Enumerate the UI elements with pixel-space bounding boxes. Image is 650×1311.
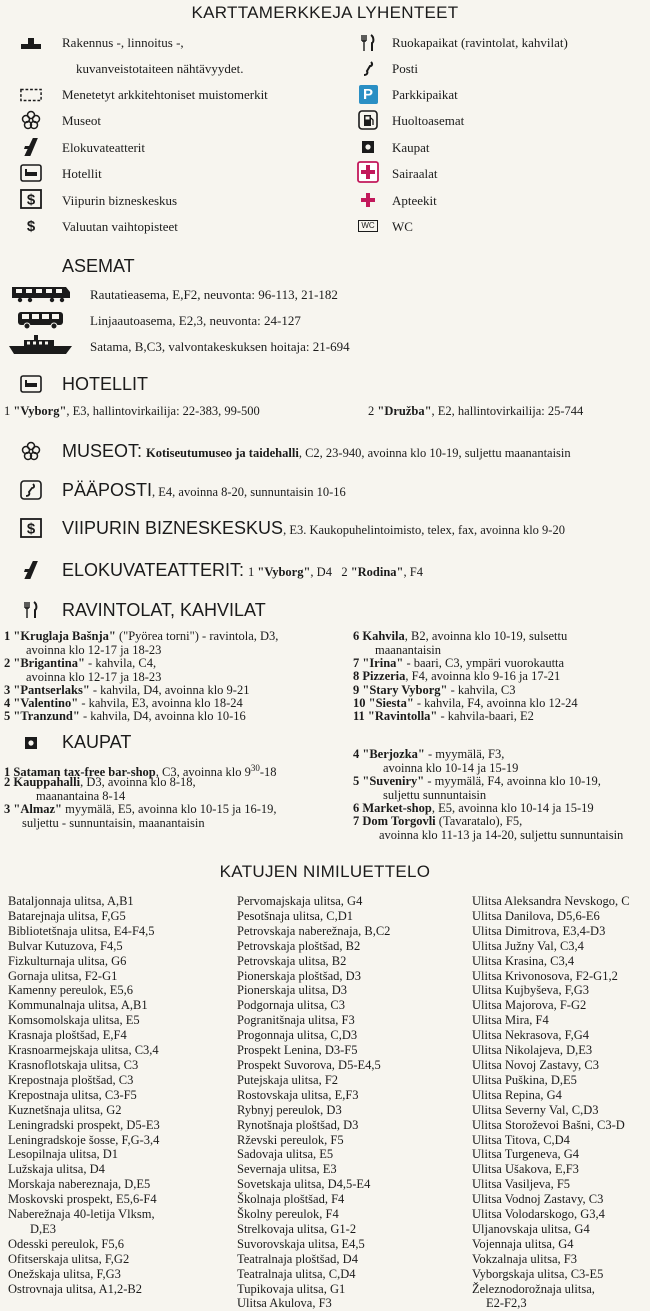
street-list-col-3 (472, 894, 630, 1311)
street-item: D,E3 (30, 1221, 57, 1236)
cinema-film-icon (20, 560, 42, 580)
shop-4: 4 "Berjozka" - myymälä, F3, avoinna klo 10-14 ja 15-19 (353, 747, 519, 775)
street-item: Odesski pereulok, F5,6 (8, 1236, 124, 1251)
restaurant-5: 5 "Tranzund" - kahvila, D4, avoinna klo 10-16 (4, 709, 246, 723)
street-item: Pesotšnaja ulitsa, C,D1 (237, 908, 353, 923)
shop-6: 6 Market-shop, E5, avoinna klo 10-14 ja 15-19 (353, 801, 594, 815)
restaurant-4: 4 "Valentino" - kahvila, E3, avoinna klo 18-24 (4, 696, 243, 710)
street-item: Progonnaja ulitsa, C,D3 (237, 1028, 358, 1043)
legend-shops-text: Kaupat (392, 140, 430, 155)
railway-station-text: Rautatieasema, E,F2, neuvonta: 96-113, 21-182 (90, 287, 338, 302)
train-icon (10, 283, 72, 308)
hotel-bed-icon (20, 374, 42, 394)
legend-title: KARTTAMERKKEJA LYHENTEET (191, 3, 459, 22)
fork-knife-icon (357, 33, 379, 53)
restaurant-1: 1 "Kruglaja Bašnja" ("Pyörea torni") - ravintola, D3, avoinna klo 12-17 ja 18-23 (4, 629, 279, 657)
street-item: Ulitsa Akulova, F3 (237, 1296, 332, 1311)
street-item: Kuznetšnaja ulitsa, G2 (8, 1102, 122, 1117)
street-item: Prospekt Lenina, D3-F5 (237, 1043, 358, 1058)
restaurant-10: 10 "Siesta" - kahvila, F4, avoinna klo 12-24 (353, 696, 578, 710)
street-item: Kommunalnaja ulitsa, A,B1 (8, 998, 148, 1013)
street-item: Ulitsa Storoževoi Bašni, C3-D (472, 1117, 625, 1132)
street-list-col-2 (237, 894, 390, 1311)
street-item: Putejskaja ulitsa, F2 (237, 1072, 339, 1087)
street-item: Bibliotetšnaja ulitsa, E4-F4,5 (8, 923, 155, 938)
legend-restaurants-text: Ruokapaikat (ravintolat, kahvilat) (392, 35, 568, 50)
post-entry: PÄÄPOSTI, E4, avoinna 8-20, sunnuntaisin 10-16 (62, 480, 346, 500)
restaurant-2: 2 "Brigantina" - kahvila, C4, avoinna klo 12-17 ja 18-23 (4, 656, 162, 684)
street-item: Krasnaja ploštšad, E,F4 (8, 1028, 127, 1043)
street-item: Rynotšnaja ploštšad, D3 (237, 1117, 359, 1132)
svg-text:$: $ (26, 520, 36, 538)
street-item: Ofitserskaja ulitsa, F,G2 (8, 1251, 130, 1266)
bus-station-text: Linjaautoasema, E2,3, neuvonta: 24-127 (90, 313, 301, 328)
street-item: Lužskaja ulitsa, D4 (8, 1162, 105, 1177)
street-item: Ostrovnaja ulitsa, A1,2-B2 (8, 1281, 143, 1296)
street-item: Ulitsa Titova, C,D4 (472, 1132, 570, 1147)
street-item: Ulitsa Nekrasova, F,G4 (472, 1028, 590, 1043)
street-item: Rževski pereulok, F5 (237, 1132, 344, 1147)
street-item: Železnodorožnaja ulitsa, (472, 1281, 595, 1296)
museum-flower-icon (20, 441, 42, 461)
street-item: Strelkovaja ulitsa, G1-2 (237, 1221, 357, 1236)
street-item: Ulitsa Turgeneva, G4 (472, 1147, 580, 1162)
ravintolat-title: RAVINTOLAT, KAHVILAT (62, 600, 266, 620)
hotel-druzba: 2 "Družba", E2, hallintovirkailija: 25-744 (368, 404, 584, 418)
street-item: Uljanovskaja ulitsa, G4 (472, 1221, 590, 1236)
restaurant-3: 3 "Pantserlaks" - kahvila, D4, avoinna klo 9-21 (4, 683, 250, 697)
street-item: Ulitsa Volodarskogo, G3,4 (472, 1207, 605, 1222)
parking-icon: P (357, 84, 379, 104)
street-item: Severnaja ulitsa, E3 (237, 1162, 337, 1177)
street-item: Ulitsa Nikolajeva, D,E3 (472, 1043, 593, 1058)
restaurant-7: 7 "Irina" - baari, C3, ympäri vuorokautta (353, 656, 565, 670)
street-item: Kamenny pereulok, E5,6 (8, 983, 133, 998)
legend-wc-text: WC (392, 219, 413, 234)
street-item: Rybnyj pereulok, D3 (237, 1102, 342, 1117)
harbour-text: Satama, B,C3, valvontakeskuksen hoitaja: 21-694 (90, 339, 350, 354)
flower-icon (20, 110, 42, 130)
street-item: Ulitsa Aleksandra Nevskogo, C (472, 894, 630, 908)
business-dollar-icon (20, 518, 42, 538)
street-item: Leningradski prospekt, D5-E3 (8, 1117, 160, 1132)
street-item: Ulitsa Puškina, D,E5 (472, 1072, 577, 1087)
legend-building-text-1: Rakennus -, linnoitus -, (62, 35, 184, 50)
phone-icon (357, 59, 379, 79)
dollar-icon: $ (26, 217, 36, 235)
hotellit-title: HOTELLIT (62, 374, 149, 394)
street-item: Ulitsa Vodnoj Zastavy, C3 (472, 1192, 604, 1207)
street-item: Vokzalnaja ulitsa, F3 (472, 1251, 577, 1266)
business-center-entry: VIIPURIN BIZNESKESKUS, E3. Kaukopuhelintoimisto, telex, fax, avoinna klo 9-20 (62, 518, 565, 538)
legend-post-text: Posti (392, 61, 419, 76)
street-item: Lesopilnaja ulitsa, D1 (8, 1147, 119, 1162)
street-item: Krasnoflotskaja ulitsa, C3 (8, 1057, 139, 1072)
street-item: Ulitsa Krivonosova, F2-G1,2 (472, 968, 618, 983)
street-item: Ulitsa Danilova, D5,6-E6 (472, 908, 600, 923)
cinema-entry: ELOKUVATEATTERIT: 1 "Vyborg", D4 2 "Rodina", F4 (62, 560, 423, 580)
street-item: Sadovaja ulitsa, E5 (237, 1147, 334, 1162)
street-item: Prospekt Suvorova, D5-E4,5 (237, 1057, 381, 1072)
shop-icon (357, 137, 379, 157)
street-item: Moskovski prospekt, E5,6-F4 (8, 1192, 157, 1207)
street-item: Komsomolskaja ulitsa, E5 (8, 1013, 140, 1028)
street-item: Školny pereulok, F4 (237, 1207, 339, 1222)
street-item: Ulitsa Severny Val, C,D3 (472, 1102, 599, 1117)
legend-hotels-text: Hotellit (62, 166, 102, 181)
street-item: Vojennaja ulitsa, G4 (472, 1236, 574, 1251)
restaurant-fork-icon (20, 600, 42, 620)
legend-building-text-2: kuvanveistotaiteen nähtävyydet. (76, 61, 244, 76)
street-item: Batarejnaja ulitsa, F,G5 (8, 908, 126, 923)
street-item: Krepostnaja ploštšad, C3 (8, 1072, 134, 1087)
legend-gas-stations-text: Huoltoasemat (392, 113, 465, 128)
bus-icon (16, 310, 66, 335)
shops-icon (20, 733, 42, 753)
legend-cinemas-text: Elokuvateatterit (62, 140, 146, 155)
kaupat-title: KAUPAT (62, 732, 132, 752)
hotel-vyborg: 1 "Vyborg", E3, hallintovirkailija: 22-383, 99-500 (4, 404, 260, 418)
hospital-cross-icon (357, 162, 379, 182)
shop-2: 2 Kauppahalli, D3, avoinna klo 8-18, maanantaina 8-14 (4, 775, 196, 803)
legend-hospitals-text: Sairaalat (392, 166, 438, 181)
legend-museums-text: Museot (62, 113, 101, 128)
pharmacy-cross-icon (357, 190, 379, 210)
street-item: Onežskaja ulitsa, F,G3 (8, 1266, 121, 1281)
shop-5: 5 "Suveniry" - myymälä, F4, avoinna klo 10-19, suljettu sunnuntaisin (353, 774, 601, 802)
street-item: Pionerskaja ploštšad, D3 (237, 968, 361, 983)
street-item: Školnaja ploštšad, F4 (237, 1192, 345, 1207)
street-item: Krasnoarmejskaja ulitsa, C3,4 (8, 1043, 159, 1058)
street-item: Sovetskaja ulitsa, D4,5-E4 (237, 1177, 371, 1192)
post-phone-icon (20, 480, 42, 500)
street-item: Ulitsa Kujbyševa, F,G3 (472, 983, 590, 998)
shop-3: 3 "Almaz" myymälä, E5, avoinna klo 10-15 ja 16-19, suljettu - sunnuntaisin, maanantaisin (4, 802, 277, 830)
street-item: Fizkulturnaja ulitsa, G6 (8, 953, 127, 968)
street-item: Petrovskaja naberežnaja, B,C2 (237, 923, 391, 938)
street-item: Teatralnaja ulitsa, C,D4 (237, 1266, 356, 1281)
dashed-box-icon (20, 85, 42, 105)
asemat-title: ASEMAT (62, 256, 135, 276)
building-icon (20, 33, 42, 53)
fuel-pump-icon (357, 110, 379, 130)
street-item: Ulitsa Ušakova, E,F3 (472, 1162, 579, 1177)
street-item: E2-F2,3 (486, 1296, 527, 1311)
street-item: Pionerskaja ulitsa, D3 (237, 983, 348, 998)
street-item: Leningradskoje šosse, F,G-3,4 (8, 1132, 160, 1147)
bed-icon (20, 163, 42, 183)
legend-pharmacies-text: Apteekit (392, 193, 437, 208)
street-item: Podgornaja ulitsa, C3 (237, 998, 345, 1013)
street-item: Krepostnaja ulitsa, C3-F5 (8, 1087, 137, 1102)
street-item: Naberežnaja 40-letija Vlksm, (8, 1207, 155, 1222)
street-item: Pogranitšnaja ulitsa, F3 (237, 1013, 355, 1028)
restaurant-9: 9 "Stary Vyborg" - kahvila, C3 (353, 683, 516, 697)
street-item: Bulvar Kutuzova, F4,5 (8, 938, 123, 953)
street-list-col-1 (8, 894, 160, 1296)
restaurant-8: 8 Pizzeria, F4, avoinna klo 9-16 ja 17-21 (353, 669, 561, 683)
street-item: Ulitsa Majorova, F-G2 (472, 998, 587, 1013)
street-item: Petrovskaja ulitsa, B2 (237, 953, 347, 968)
street-item: Vyborgskaja ulitsa, C3-E5 (472, 1266, 604, 1281)
legend-parking-text: Parkkipaikat (392, 87, 458, 102)
street-item: Ulitsa Mira, F4 (472, 1013, 549, 1028)
street-item: Ulitsa Vasiljeva, F5 (472, 1177, 571, 1192)
street-item: Teatralnaja ploštšad, D4 (237, 1251, 358, 1266)
street-item: Rostovskaja ulitsa, E,F3 (237, 1087, 359, 1102)
street-item: Tupikovaja ulitsa, G1 (237, 1281, 346, 1296)
street-item: Morskaja nabereznaja, D,E5 (8, 1177, 151, 1192)
shop-1: 1 Sataman tax-free bar-shop, C3, avoinna klo $9^{30}-18$ (4, 763, 277, 780)
wc-icon: WC (357, 216, 379, 236)
restaurant-11: 11 "Ravintolla" - kahvila-baari, E2 (353, 709, 534, 723)
legend-lost-monuments-text: Menetetyt arkkitehtoniset muistomerkit (62, 87, 268, 102)
street-item: Petrovskaja ploštšad, B2 (237, 938, 361, 953)
shop-7: 7 Dom Torgovli (Tavaratalo), F5, avoinna klo 11-13 ja 14-20, suljettu sunnuntaisin (353, 814, 624, 842)
museum-entry: MUSEOT: Kotiseutumuseo ja taidehalli, C2, 23-940, avoinna klo 10-19, suljettu maanantaisin (62, 441, 571, 461)
street-item: Ulitsa Dimitrova, E3,4-D3 (472, 923, 606, 938)
street-item: Ulitsa Repina, G4 (472, 1087, 562, 1102)
legend-currency-exchange-text: Valuutan vaihtopisteet (62, 219, 178, 234)
dollar-box-icon (20, 189, 42, 209)
street-item: Ulitsa Krasina, C3,4 (472, 953, 575, 968)
ship-icon (8, 334, 74, 361)
restaurant-6: 6 Kahvila, B2, avoinna klo 10-19, sulsettu maanantaisin (353, 629, 568, 657)
film-icon (20, 137, 42, 157)
street-item: Ulitsa Novoj Zastavy, C3 (472, 1057, 599, 1072)
street-item: Suvorovskaja ulitsa, E4,5 (237, 1236, 365, 1251)
street-item: Ulitsa Južny Val, C3,4 (472, 938, 584, 953)
legend-business-center-text: Viipurin bizneskeskus (62, 193, 178, 208)
street-item: Pervomajskaja ulitsa, G4 (237, 894, 363, 908)
street-index-title: KATUJEN NIMILUETTELO (219, 862, 431, 881)
street-item: Gornaja ulitsa, F2-G1 (8, 968, 118, 983)
svg-text:$: $ (26, 191, 36, 209)
street-item: Bataljonnaja ulitsa, A,B1 (8, 894, 134, 908)
